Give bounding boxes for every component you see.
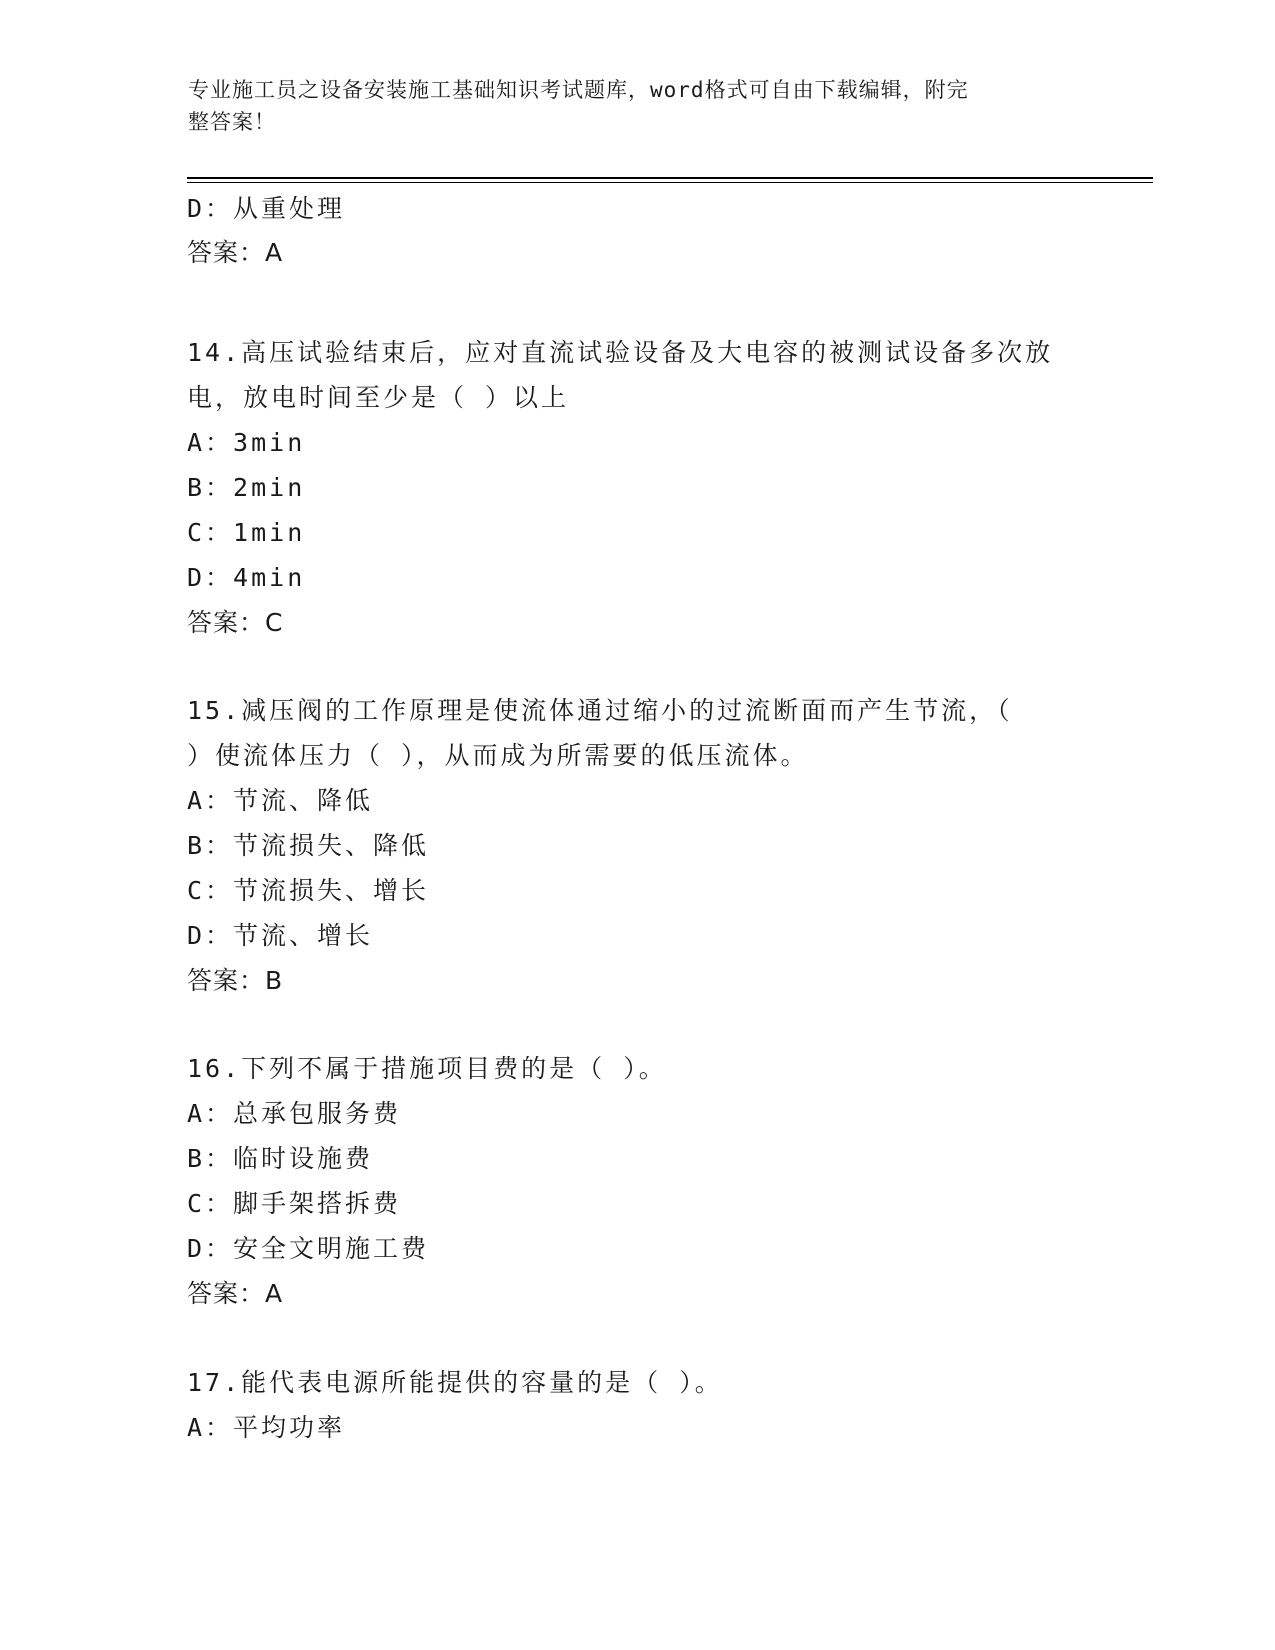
header-line-2: 整答案！ [188, 110, 276, 134]
q16-option-d: D：安全文明施工费 [187, 1234, 430, 1263]
document-header [188, 74, 1068, 138]
q15-option-d: D：节流、增长 [187, 921, 374, 950]
header-rule-thin [187, 182, 1153, 183]
q15-option-a: A：节流、降低 [187, 786, 374, 815]
q14-stem-line-2: 电，放电时间至少是（ ）以上 [187, 383, 570, 412]
q14-option-a: A：3min [187, 428, 306, 457]
q15-option-c: C：节流损失、增长 [187, 876, 430, 905]
q15-answer: 答案：B [187, 966, 284, 995]
q15-option-b: B：节流损失、降低 [187, 831, 430, 860]
header-rule-thick [187, 177, 1153, 179]
q14-option-b: B：2min [187, 473, 306, 502]
q16-option-b: B：临时设施费 [187, 1144, 374, 1173]
header-line-1: 专业施工员之设备安装施工基础知识考试题库，word格式可自由下载编辑，附完 [188, 78, 969, 102]
q16-option-c: C：脚手架搭拆费 [187, 1189, 402, 1218]
q14-option-c: C：1min [187, 518, 306, 547]
q16-option-a: A：总承包服务费 [187, 1099, 402, 1128]
q17-option-a: A：平均功率 [187, 1413, 346, 1442]
q16-answer: 答案：A [187, 1279, 284, 1308]
prev-answer: 答案：A [187, 238, 284, 267]
prev-option-d: D：从重处理 [187, 194, 346, 223]
q14-stem-line-1: 14.高压试验结束后，应对直流试验设备及大电容的被测试设备多次放 [187, 338, 1054, 367]
q17-stem-line-1: 17.能代表电源所能提供的容量的是（ ）。 [187, 1368, 723, 1397]
q16-stem-line-1: 16.下列不属于措施项目费的是（ ）。 [187, 1054, 667, 1083]
q15-stem-line-2: ）使流体压力（ ），从而成为所需要的低压流体。 [187, 741, 809, 770]
q14-option-d: D：4min [187, 563, 306, 592]
q15-stem-line-1: 15.减压阀的工作原理是使流体通过缩小的过流断面而产生节流，（ [187, 696, 1013, 725]
q14-answer: 答案：C [187, 608, 284, 637]
